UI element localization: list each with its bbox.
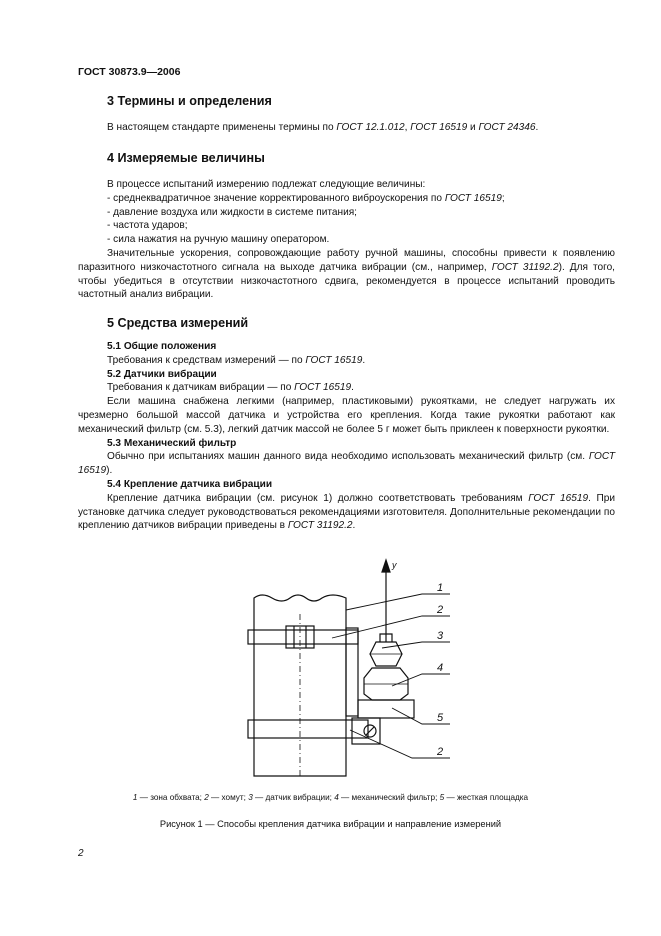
list-item: - сила нажатия на ручную машину оператором. [107,234,330,246]
subsection-5-1-title: 5.1 Общие положения [107,341,217,352]
figure-label: 5 [437,712,444,724]
subsection-5-3-text: Обычно при испытаниях машин данного вида необходимо использовать механический фильтр (см. ГОСТ 16519). [78,451,615,477]
section-5-text [78,340,615,533]
figure-label: 3 [437,630,444,642]
section-4-text [78,178,615,302]
subsection-5-4-text: Крепление датчика вибрации (см. рисунок 1) должно соответствовать требованиям ГОСТ 16519. При установке датчика следует руководствоваться рекомендациями изготовителя. Дополнительные рекомендации по креплению датчиков вибрации приведены в ГОСТ 31192.2. [78,492,615,532]
list-item: - давление воздуха или жидкости в системе питания; [107,206,357,218]
figure-label: 2 [437,746,444,758]
section-3-title: 3 Термины и определения [107,94,272,108]
subsection-5-1-text: Требования к средствам измерений — по ГОСТ 16519. [107,354,366,366]
section-4-title: 4 Измеряемые величины [107,151,265,165]
upper-clamp [248,630,358,644]
list-item: - среднеквадратичное значение корректированного виброускорения по ГОСТ 16519; [107,192,505,204]
y-axis-label: y [392,560,397,570]
figure-legend: 1 — зона обхвата; 2 — хомут; 3 — датчик вибрации; 4 — механический фильтр; 5 — жесткая площадка [132,793,529,802]
figure-caption: Рисунок 1 — Способы крепления датчика вибрации и направление измерений [159,819,502,829]
support-post [346,628,358,716]
subsection-5-4-title: 5.4 Крепление датчика вибрации [107,478,273,490]
figure-label: 4 [437,662,444,674]
sensor-mounting-figure [232,558,454,786]
subsection-5-2-text: Требования к датчикам вибрации — по ГОСТ 16519. [107,382,354,394]
page-number: 2 [78,848,84,859]
terms-paragraph: В настоящем стандарте применены термины по ГОСТ 12.1.012, ГОСТ 16519 и ГОСТ 24346. [107,122,539,133]
list-item: - частота ударов; [107,220,188,232]
section-3-text [78,121,615,135]
lower-clamp [248,720,368,738]
subsection-5-3-title: 5.3 Механический фильтр [107,437,237,449]
figure-label: 2 [437,604,444,616]
measurement-intro: В процессе испытаний измерению подлежат следующие величины: [107,179,426,190]
section-5-title: 5 Средства измерений [107,316,249,330]
y-axis-arrowhead [382,560,390,572]
document-header: ГОСТ 30873.9—2006 [78,66,181,78]
subsection-5-2-title: 5.2 Датчики вибрации [107,368,217,380]
acceleration-paragraph: Значительные ускорения, сопровождающие работу ручной машины, способны привести к появлению паразитного низкочастотного сигнала на выходе датчика вибрации (см., например, ГОСТ 31192.2). Для того, чтобы убедиться в отсутствии низкочастотного сдвига, рекомендуется в процессе испытаний проводить частотный анализ вибрации. [78,247,615,301]
subsection-5-2-paragraph: Если машина снабжена легкими (например, пластиковыми) рукоятками, не следует нагружать их чрезмерно большой массой датчика и устройства его крепления. Когда такие рукоятки работают как механический фильтр (см. 5.3), легкий датчик массой не более 5 г может быть приклеен к поверхности рукоятки. [78,396,615,435]
figure-label: 1 [437,582,444,594]
